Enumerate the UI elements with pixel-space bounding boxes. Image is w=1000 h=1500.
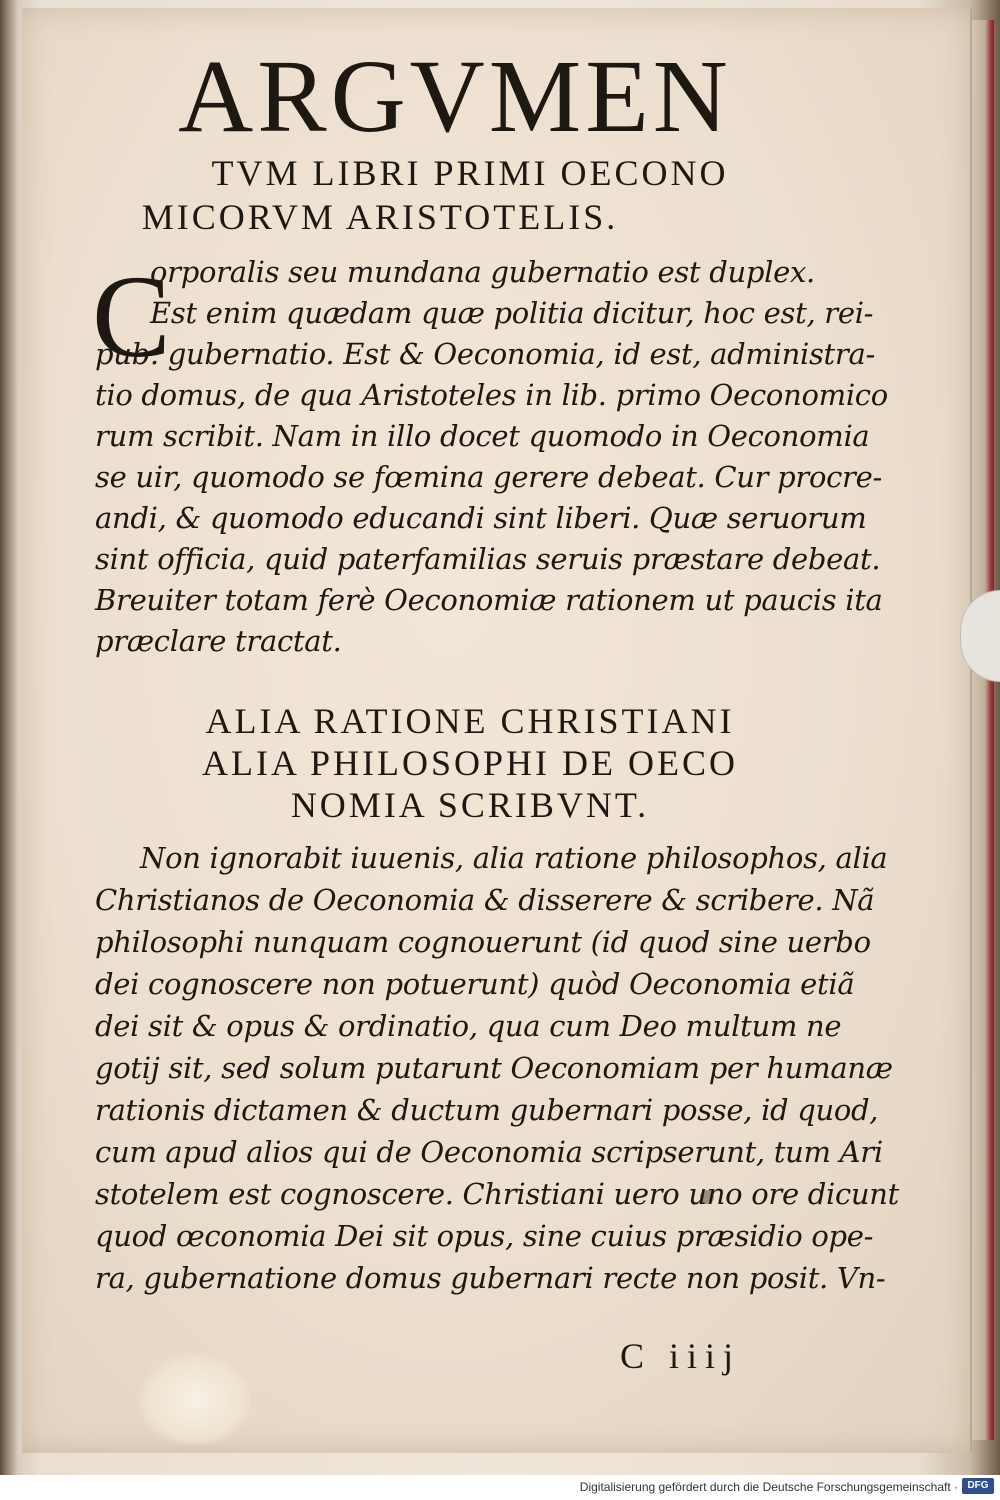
body-line: Est enim quædam quæ politia dicitur, hoc est, rei- [150,296,874,330]
paper-stain [140,1355,250,1445]
body-line: quod œconomia Dei sit opus, sine cuius præsidio ope- [95,1219,874,1253]
body-line: ra, gubernatione domus gubernari recte non posit. Vn- [95,1261,886,1295]
body-line: dei cognoscere non potuerunt) quòd Oeconomia etiã [95,967,855,1001]
signature-mark: C iiij [620,1336,742,1376]
body-line: orporalis seu mundana gubernatio est duplex. [150,255,815,289]
body-line: præclare tractat. [95,624,342,658]
body-line: rum scribit. Nam in illo docet quomodo in Oeconomia [95,419,870,453]
dfg-logo: DFG [962,1478,994,1494]
body-line: tio domus, de qua Aristoteles in lib. primo Oeconomico [95,378,888,412]
heading-2-line-2: ALIA PHILOSOPHI DE OECO [202,743,738,783]
body-line: sint officia, quid paterfamilias seruis præstare debeat. [95,542,881,576]
body-line: se uir, quomodo se fœmina gerere debeat. Cur procre- [95,460,882,494]
body-line: Christianos de Oeconomia & disserere & scribere. Nã [95,883,875,917]
body-line: pub. gubernatio. Est & Oeconomia, id est, administra- [95,337,875,371]
body-line: stotelem est cognoscere. Christiani uero uno ore dicunt [95,1177,900,1211]
body-line: Breuiter totam ferè Oeconomiæ rationem ut paucis ita [95,583,883,617]
body-line: philosophi nunquam cognouerunt (id quod sine uerbo [95,925,871,959]
heading-2-line-1: ALIA RATIONE CHRISTIANI [205,701,735,741]
body-line: gotij sit, sed solum putarunt Oeconomiam per humanæ [95,1051,893,1085]
body-line: cum apud alios qui de Oeconomia scripserunt, tum Ari [95,1135,883,1169]
title-line-2: TVM LIBRI PRIMI OECONO [211,153,729,193]
drop-cap: C [92,251,171,382]
title-line-3: MICORVM ARISTOTELIS. [141,197,619,237]
body-line: rationis dictamen & ductum gubernari posse, id quod, [95,1093,879,1127]
page-edge [972,20,994,1440]
footer-credit: Digitalisierung gefördert durch die Deutsche Forschungsgemeinschaft · [579,1480,958,1494]
body-line: dei sit & opus & ordinatio, qua cum Deo multum ne [95,1009,842,1043]
body-line: andi, & quomodo educandi sint liberi. Quæ seruorum [95,501,867,535]
title-argumen: ARGVMEN [178,39,732,154]
heading-2-line-3: NOMIA SCRIBVNT. [290,785,650,825]
body-line: Non ignorabit iuuenis, alia ratione philosophos, alia [140,841,888,875]
